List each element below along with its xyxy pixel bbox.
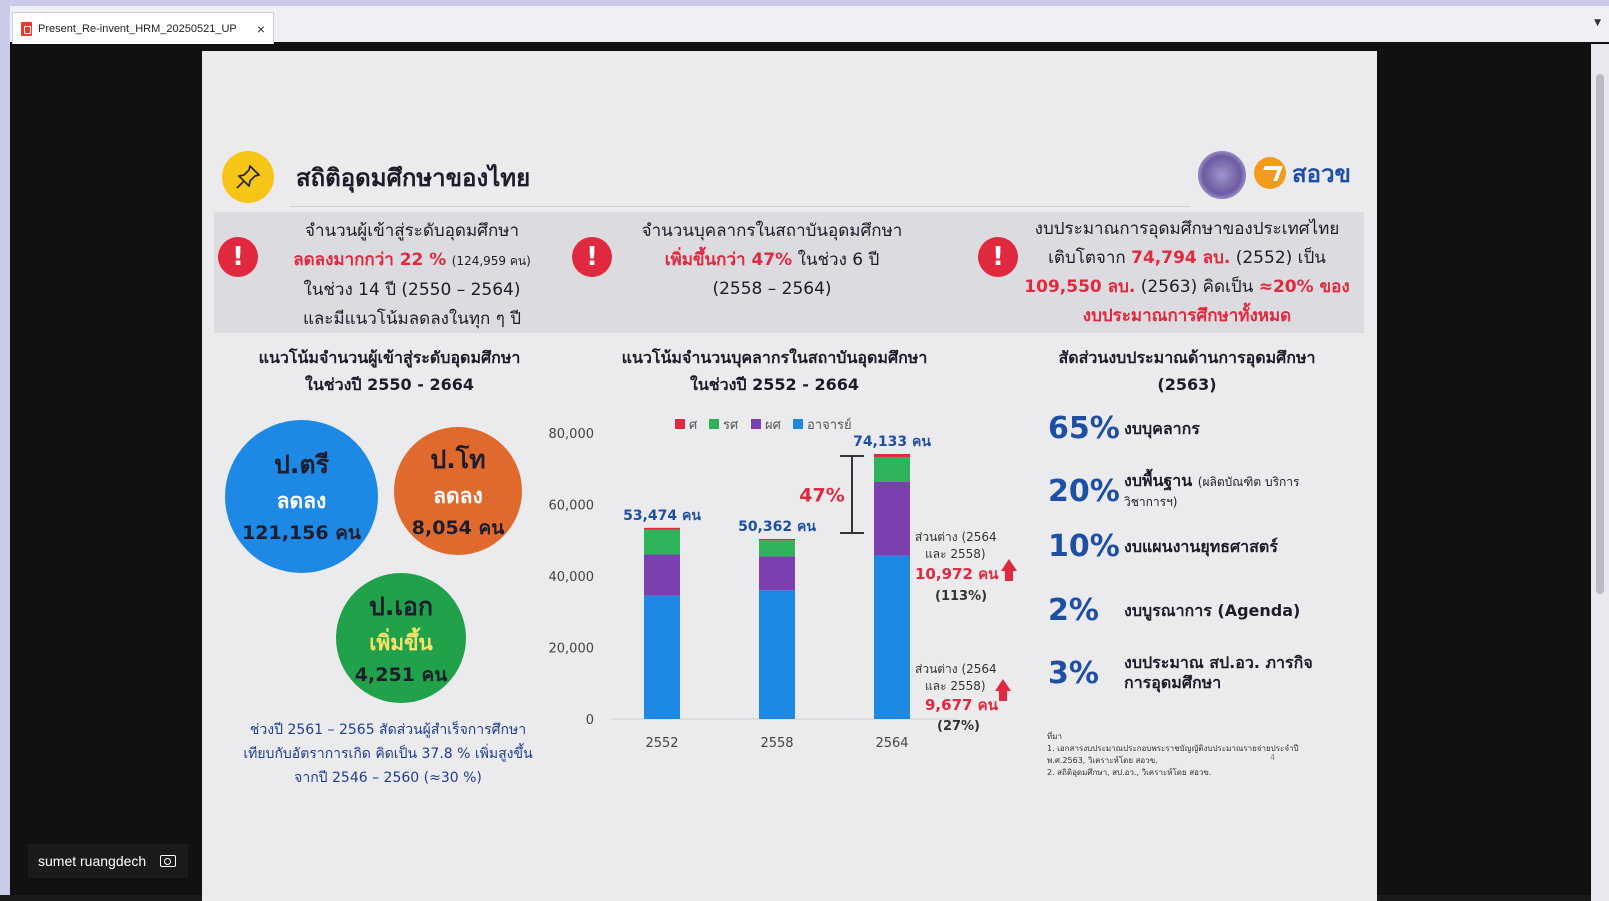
kpi-text: (2552) เป็น xyxy=(1235,248,1326,268)
agency-logo-text: สอวข xyxy=(1292,160,1351,188)
section-title-line: แนวโน้มจำนวนผู้เข้าสู่ระดับอุดมศึกษา xyxy=(258,348,521,367)
camera-off-icon[interactable] xyxy=(160,855,176,867)
note-line: ช่วงปี 2561 – 2565 สัดส่วนผู้สำเร็จการศึกษา xyxy=(249,722,527,738)
x-tick-label: 2564 xyxy=(875,736,909,751)
section-title-line: ในช่วงปี 2552 - 2664 xyxy=(690,375,859,394)
legend-swatch xyxy=(793,419,803,429)
kpi-text: (2563) คิดเป็น xyxy=(1140,277,1254,297)
budget-label: การอุดมศึกษา xyxy=(1124,673,1222,692)
bar-segment xyxy=(874,556,910,719)
budget-sublabel: (ผลิตบัณฑิต บริการ xyxy=(1197,475,1300,489)
kpi-highlight: ลดลงมากกว่า 22 % xyxy=(293,250,447,270)
section-title-line: สัดส่วนงบประมาณด้านการอุดมศึกษา xyxy=(1058,348,1316,367)
bar-total-label: 74,133 คน xyxy=(853,433,931,450)
growth-percent: 47% xyxy=(799,484,845,507)
budget-label: งบแผนงานยุทธศาสตร์ xyxy=(1124,536,1278,556)
kpi-highlight: เพิ่มขึ้นกว่า 47% xyxy=(664,250,793,270)
bar-segment xyxy=(644,528,680,530)
budget-row-strategic xyxy=(1048,529,1278,564)
section-title-staff xyxy=(597,344,952,398)
budget-row-agenda xyxy=(1048,593,1300,628)
source-line: 2. สถิติอุดมศึกษา, สป.อว., วิเคราะห์โดย สอวข. xyxy=(1047,768,1212,777)
diff-percent: (113%) xyxy=(935,589,988,604)
tab-title: Present_Re-invent_HRM_20250521_UP xyxy=(38,22,237,35)
diff-label: ส่วนต่าง (2564 xyxy=(915,662,997,676)
pin-icon xyxy=(222,151,274,203)
y-tick-label: 40,000 xyxy=(548,570,594,585)
y-tick-label: 60,000 xyxy=(548,498,594,514)
bubble-count: 4,251 คน xyxy=(354,663,448,686)
kpi-text: เติบโตจาก xyxy=(1048,248,1126,268)
bar-segment xyxy=(644,530,680,555)
kpi-students xyxy=(262,217,562,334)
budget-row-basic xyxy=(1048,471,1299,512)
page-number: 4 xyxy=(1270,753,1276,762)
y-tick-label: 80,000 xyxy=(548,427,594,442)
alert-icon: ! xyxy=(572,237,612,277)
kpi-text: ในช่วง 6 ปี xyxy=(797,250,880,270)
diff-label: และ 2558) xyxy=(925,547,986,561)
legend-swatch xyxy=(675,419,685,429)
section-title-line: ในช่วงปี 2550 - 2664 xyxy=(305,375,474,394)
kpi-text: จำนวนผู้เข้าสู่ระดับอุดมศึกษา xyxy=(305,221,519,241)
y-tick-label: 20,000 xyxy=(548,641,594,657)
y-tick-label: 0 xyxy=(585,713,594,728)
budget-label: งบประมาณ สป.อว. ภารกิจ xyxy=(1124,653,1313,672)
budget-percent: 10% xyxy=(1048,529,1120,564)
bar-segment xyxy=(759,556,795,590)
section-title-line: (2563) xyxy=(1157,375,1217,394)
arrow-logo-icon xyxy=(1254,157,1286,189)
bubble-doctor xyxy=(336,573,466,703)
bubble-label: ป.โท xyxy=(430,444,486,474)
university-seal-logo xyxy=(1198,151,1246,199)
header-divider xyxy=(290,206,1190,207)
budget-percent: 65% xyxy=(1048,411,1120,446)
budget-label: งบบุคลากร xyxy=(1124,418,1200,438)
bar-segment xyxy=(644,596,680,719)
tab-document[interactable] xyxy=(12,12,274,44)
section-title-line: แนวโน้มจำนวนบุคลากรในสถาบันอุดมศึกษา xyxy=(621,348,928,367)
budget-row-mission xyxy=(1048,653,1313,693)
budget-row-personnel xyxy=(1048,411,1200,446)
graduation-note xyxy=(220,718,556,790)
legend-label: ผศ xyxy=(765,418,781,433)
kpi-text: ในช่วง 14 ปี (2550 – 2564) xyxy=(303,280,521,300)
section-title-budget xyxy=(1032,344,1342,398)
bar-segment xyxy=(759,590,795,719)
alert-icon: ! xyxy=(218,237,258,277)
pdf-icon xyxy=(21,22,32,36)
budget-label: งบพื้นฐาน xyxy=(1124,471,1193,490)
kpi-text: และมีแนวโน้มลดลงในทุก ๆ ปี xyxy=(302,309,522,329)
kpi-highlight: 109,550 ลบ. xyxy=(1024,277,1136,297)
bubble-trend: ลดลง xyxy=(433,483,483,508)
kpi-highlight: 74,794 ลบ. xyxy=(1131,248,1231,268)
diff-label: และ 2558) xyxy=(925,679,986,693)
bar-segment xyxy=(874,454,910,457)
bubble-label: ป.ตรี xyxy=(273,450,330,479)
kpi-text: (2558 – 2564) xyxy=(712,279,832,299)
chevron-down-icon[interactable]: ▼ xyxy=(1594,18,1601,28)
bubble-count: 8,054 คน xyxy=(411,516,505,539)
bar-segment xyxy=(874,457,910,482)
budget-sublabel: วิชาการฯ) xyxy=(1124,495,1178,509)
bar-segment xyxy=(874,482,910,556)
kpi-highlight: งบประมาณการศึกษาทั้งหมด xyxy=(1082,306,1292,326)
x-tick-label: 2558 xyxy=(760,736,794,751)
bar-segment xyxy=(759,539,795,540)
kpi-text: งบประมาณการอุดมศึกษาของประเทศไทย xyxy=(1034,219,1340,239)
page-title: สถิติอุดมศึกษาของไทย xyxy=(296,163,531,192)
bubble-count: 121,156 คน xyxy=(242,522,361,544)
section-title-students xyxy=(222,344,557,398)
diff-value: 9,677 คน xyxy=(925,696,998,714)
bubble-label: ป.เอก xyxy=(368,591,434,621)
kpi-budget xyxy=(1012,215,1362,331)
source-line: 1. เอกสารงบประมาณประกอบพระราชบัญญัติงบประมาณรายจ่ายประจำปี xyxy=(1047,744,1299,753)
diff-label: ส่วนต่าง (2564 xyxy=(915,530,997,544)
bubble-trend: ลดลง xyxy=(276,489,327,513)
presenter-name: sumet ruangdech xyxy=(38,853,147,869)
legend-swatch xyxy=(751,419,761,429)
bar-total-label: 50,362 คน xyxy=(738,518,816,535)
kpi-staff xyxy=(617,217,927,304)
bar-segment xyxy=(759,540,795,556)
diff-value: 10,972 คน xyxy=(915,565,999,583)
arrow-up-icon xyxy=(1001,559,1017,581)
x-tick-label: 2552 xyxy=(645,736,679,751)
kpi-highlight: ≈20% ของ xyxy=(1258,277,1350,297)
source-line: ที่มา xyxy=(1047,732,1063,741)
source-note xyxy=(1047,731,1347,779)
budget-percent: 20% xyxy=(1048,474,1120,509)
budget-label: งบบูรณาการ (Agenda) xyxy=(1124,600,1301,620)
slide xyxy=(202,51,1377,901)
scrollbar-thumb[interactable] xyxy=(1596,74,1604,594)
bubble-trend: เพิ่มขึ้น xyxy=(369,630,433,655)
staff-stacked-bar-chart xyxy=(537,411,1037,771)
budget-percent: 3% xyxy=(1048,655,1099,691)
note-line: เทียบกับอัตราการเกิด คิดเป็น 37.8 % เพิ่มสูงขึ้น xyxy=(243,746,533,762)
legend-label: รศ xyxy=(723,418,739,433)
scrollbar[interactable] xyxy=(1591,44,1609,901)
bubble-master xyxy=(394,427,522,555)
note-line: จากปี 2546 – 2560 (≈30 %) xyxy=(294,770,482,786)
alert-icon: ! xyxy=(978,237,1018,277)
legend-label: อาจารย์ xyxy=(807,418,852,433)
bar-total-label: 53,474 คน xyxy=(623,507,701,524)
legend-swatch xyxy=(709,419,719,429)
presenter-name-tag xyxy=(28,844,188,878)
bar-segment xyxy=(644,555,680,596)
tab-bar xyxy=(10,6,1609,44)
close-icon[interactable]: × xyxy=(256,20,265,37)
source-line: พ.ศ.2563, วิเคราะห์โดย สอวข. xyxy=(1047,756,1158,765)
diff-percent: (27%) xyxy=(937,719,980,734)
kpi-text: (124,959 คน) xyxy=(451,254,531,268)
budget-percent: 2% xyxy=(1048,593,1099,628)
bubble-bachelor xyxy=(225,420,378,573)
slide-header xyxy=(222,151,530,203)
kpi-text: จำนวนบุคลากรในสถาบันอุดมศึกษา xyxy=(641,221,903,241)
legend-label: ศ xyxy=(689,418,698,433)
